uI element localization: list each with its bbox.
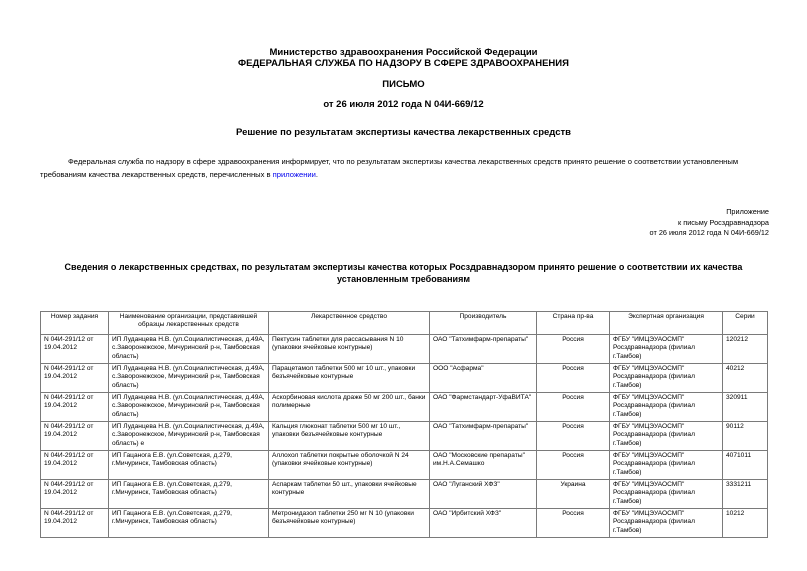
cell-organization: ИП Гацанога Е.В. (ул.Советская, д.279, г.Мичуринск, Тамбовская область)	[109, 451, 269, 480]
cell-task-number: N 04И-291/12 от 19.04.2012	[41, 422, 109, 451]
cell-task-number: N 04И-291/12 от 19.04.2012	[41, 480, 109, 509]
cell-series: 40212	[723, 364, 768, 393]
cell-country: Россия	[537, 509, 610, 538]
cell-task-number: N 04И-291/12 от 19.04.2012	[41, 451, 109, 480]
cell-country: Украина	[537, 480, 610, 509]
ministry-name: Министерство здравоохранения Российской Федерации	[269, 47, 538, 58]
table-row	[41, 335, 768, 364]
cell-country: Россия	[537, 335, 610, 364]
medicines-table	[40, 311, 768, 538]
cell-series: 4071011	[723, 451, 768, 480]
document-date: от 26 июля 2012 года N 04И-669/12	[323, 99, 484, 110]
document-subject: Решение по результатам экспертизы качества лекарственных средств	[236, 127, 571, 138]
appendix-line-2: к письму Росздравнадзора	[678, 217, 769, 227]
header-manufacturer: Производитель	[430, 312, 537, 335]
cell-organization: ИП Гацанога Е.В. (ул.Советская, д.279, г.Мичуринск, Тамбовская область)	[109, 509, 269, 538]
table-row	[41, 364, 768, 393]
intro-end: .	[315, 170, 318, 179]
table-row	[41, 393, 768, 422]
cell-medicine: Кальция глюконат таблетки 500 мг 10 шт., упаковки безъячейковые контурные	[269, 422, 430, 451]
cell-expert-org: ФГБУ "ИМЦЭУАОСМП" Росздравнадзора (филиал г.Тамбов)	[610, 335, 723, 364]
header-expert-org: Экспертная организация	[610, 312, 723, 335]
header-medicine: Лекарственное средство	[269, 312, 430, 335]
appendix-note	[650, 207, 769, 239]
cell-expert-org: ФГБУ "ИМЦЭУАОСМП" Росздравнадзора (филиал г.Тамбов)	[610, 364, 723, 393]
header-organization: Наименование организации, представившей образцы лекарственных средств	[109, 312, 269, 335]
cell-task-number: N 04И-291/12 от 19.04.2012	[41, 509, 109, 538]
table-title: Сведения о лекарственных средствах, по результатам экспертизы качества которых Росздравнадзором принято решение о соответствии их качества установленным требованиям	[64, 262, 743, 284]
cell-medicine: Аспаркам таблетки 50 шт., упаковки ячейковые контурные	[269, 480, 430, 509]
cell-series: 90112	[723, 422, 768, 451]
cell-series: 3331211	[723, 480, 768, 509]
cell-manufacturer: ОАО "Луганский ХФЗ"	[430, 480, 537, 509]
cell-expert-org: ФГБУ "ИМЦЭУАОСМП" Росздравнадзора (филиал г.Тамбов)	[610, 480, 723, 509]
table-row	[41, 451, 768, 480]
cell-task-number: N 04И-291/12 от 19.04.2012	[41, 393, 109, 422]
header-country: Страна пр-ва	[537, 312, 610, 335]
header-task-number: Номер задания	[41, 312, 109, 335]
cell-medicine: Метронидазол таблетки 250 мг N 10 (упаковки безъячейковые контурные)	[269, 509, 430, 538]
cell-manufacturer: ОАО "Фармстандарт-УфаВИТА"	[430, 393, 537, 422]
intro-text: Федеральная служба по надзору в сфере здравоохранения информирует, что по результатам экспертизы качества лекарственных средств принято решение о соответствии установленным требованиям качества лекарственных средств, перечисленных в	[40, 157, 739, 179]
appendix-line-1: Приложение	[726, 207, 769, 216]
cell-medicine: Аллохол таблетки покрытые оболочкой N 24 (упаковки ячейковые контурные)	[269, 451, 430, 480]
cell-country: Россия	[537, 422, 610, 451]
cell-series: 10212	[723, 509, 768, 538]
cell-medicine: Аскорбиновая кислота драже 50 мг 200 шт., банки полимерные	[269, 393, 430, 422]
appendix-line-3: от 26 июля 2012 года N 04И-669/12	[649, 228, 769, 237]
intro-paragraph	[40, 155, 770, 181]
table-row	[41, 422, 768, 451]
cell-country: Россия	[537, 364, 610, 393]
cell-series: 120212	[723, 335, 768, 364]
table-row	[41, 509, 768, 538]
cell-manufacturer: ОАО "Ирбитский ХФЗ"	[430, 509, 537, 538]
cell-organization: ИП Луданцева Н.В. (ул.Социалистическая, д.49А, с.Заворонежское, Мичуринский р-н, Тамбовская область)	[109, 393, 269, 422]
cell-organization: ИП Луданцева Н.В. (ул.Социалистическая, д.49А, с.Заворонежское, Мичуринский р-н, Тамбовская область)	[109, 364, 269, 393]
table-header-row	[41, 312, 768, 335]
cell-manufacturer: ОАО "Татхимфарм-препараты"	[430, 422, 537, 451]
appendix-link[interactable]: приложении	[272, 170, 316, 179]
cell-expert-org: ФГБУ "ИМЦЭУАОСМП" Росздравнадзора (филиал г.Тамбов)	[610, 422, 723, 451]
cell-manufacturer: ОАО "Татхимфарм-препараты"	[430, 335, 537, 364]
cell-task-number: N 04И-291/12 от 19.04.2012	[41, 335, 109, 364]
service-name: ФЕДЕРАЛЬНАЯ СЛУЖБА ПО НАДЗОРУ В СФЕРЕ ЗДРАВООХРАНЕНИЯ	[238, 58, 569, 69]
cell-medicine: Пектусин таблетки для рассасывания N 10 (упаковки ячейковые контурные)	[269, 335, 430, 364]
cell-task-number: N 04И-291/12 от 19.04.2012	[41, 364, 109, 393]
cell-organization: ИП Гацанога Е.В. (ул.Советская, д.279, г.Мичуринск, Тамбовская область)	[109, 480, 269, 509]
cell-country: Россия	[537, 393, 610, 422]
header-series: Серии	[723, 312, 768, 335]
cell-manufacturer: ОАО "Московские препараты" им.Н.А.Семашко	[430, 451, 537, 480]
cell-manufacturer: ООО "Асфарма"	[430, 364, 537, 393]
cell-organization: ИП Луданцева Н.В. (ул.Социалистическая, д.49А, с.Заворонежское, Мичуринский р-н, Тамбовская область) е	[109, 422, 269, 451]
cell-expert-org: ФГБУ "ИМЦЭУАОСМП" Росздравнадзора (филиал г.Тамбов)	[610, 451, 723, 480]
cell-organization: ИП Луданцева Н.В. (ул.Социалистическая, д.49А, с.Заворонежское, Мичуринский р-н, Тамбовская область)	[109, 335, 269, 364]
table-row	[41, 480, 768, 509]
cell-expert-org: ФГБУ "ИМЦЭУАОСМП" Росздравнадзора (филиал г.Тамбов)	[610, 509, 723, 538]
cell-expert-org: ФГБУ "ИМЦЭУАОСМП" Росздравнадзора (филиал г.Тамбов)	[610, 393, 723, 422]
cell-medicine: Парацетамол таблетки 500 мг 10 шт., упаковки безъячейковые контурные	[269, 364, 430, 393]
document-type: ПИСЬМО	[382, 79, 425, 90]
cell-country: Россия	[537, 451, 610, 480]
cell-series: 320911	[723, 393, 768, 422]
